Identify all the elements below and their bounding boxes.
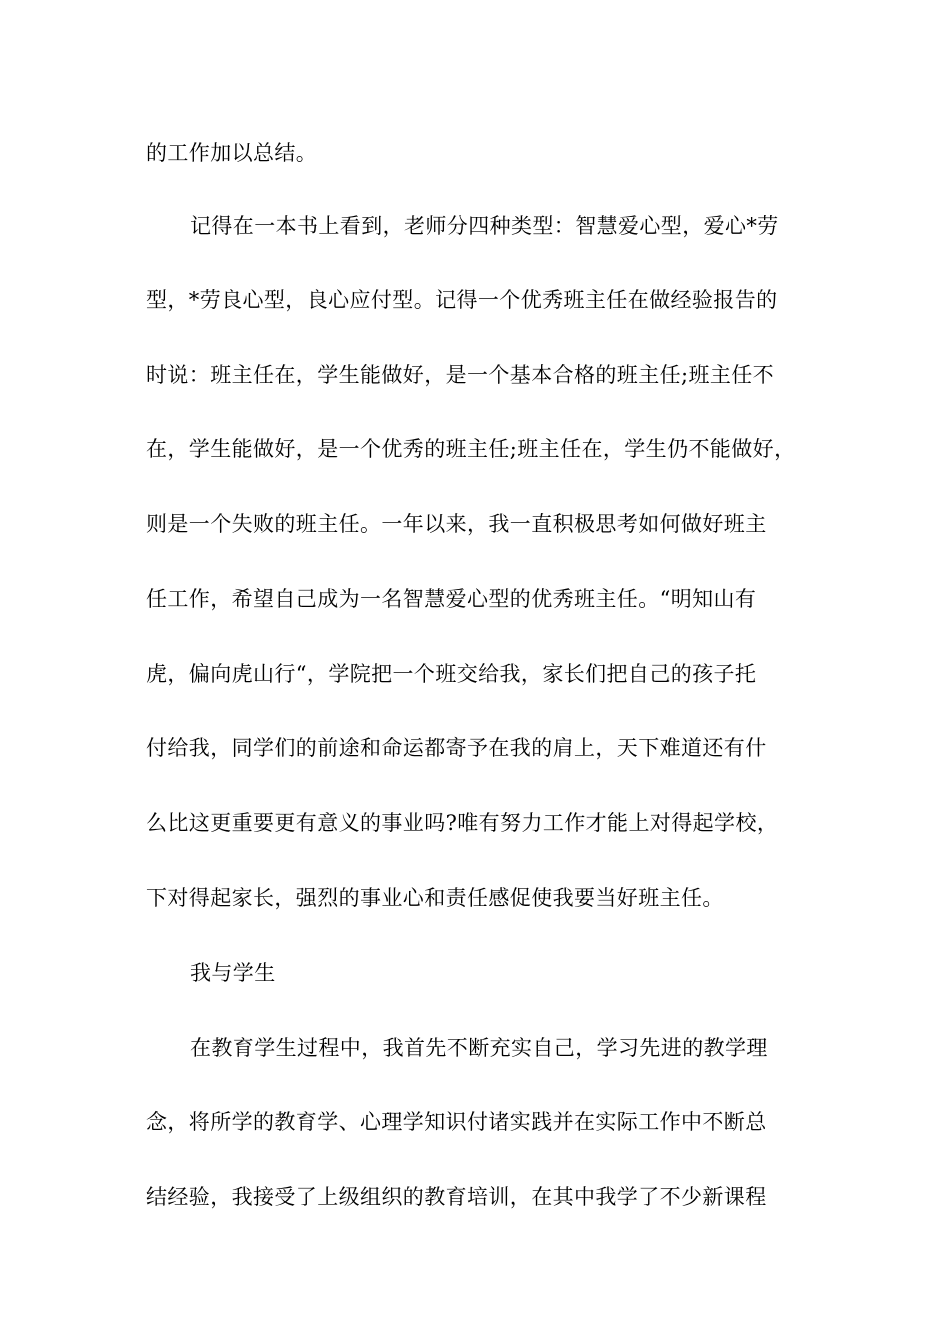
text-line: 虎，偏向虎山行“，学院把一个班交给我，家长们把自己的孩子托 [146, 662, 757, 686]
section-heading: 我与学生 [190, 961, 276, 985]
text-line: 时说：班主任在，学生能做好，是一个基本合格的班主任;班主任不 [146, 363, 775, 387]
text-line: 在，学生能做好，是一个优秀的班主任;班主任在，学生仍不能做好， [146, 437, 796, 461]
text-line: 则是一个失败的班主任。一年以来，我一直积极思考如何做好班主 [146, 512, 767, 536]
text-line: 结经验，我接受了上级组织的教育培训，在其中我学了不少新课程 [146, 1185, 767, 1209]
paragraph-start-line: 记得在一本书上看到，老师分四种类型：智慧爱心型，爱心*劳 [190, 214, 779, 238]
text-line: 任工作，希望自己成为一名智慧爱心型的优秀班主任。“明知山有 [146, 587, 757, 611]
text-line: 么比这更重要更有意义的事业吗?唯有努力工作才能上对得起学校， [146, 811, 779, 835]
text-line: 型，*劳良心型，良心应付型。记得一个优秀班主任在做经验报告的 [146, 288, 778, 312]
paragraph-start-line: 在教育学生过程中，我首先不断充实自己，学习先进的教学理 [190, 1036, 768, 1060]
text-line: 付给我，同学们的前途和命运都寄予在我的肩上，天下难道还有什 [146, 736, 767, 760]
text-line: 念，将所学的教育学、心理学知识付诸实践并在实际工作中不断总 [146, 1110, 767, 1134]
text-line: 下对得起家长，强烈的事业心和责任感促使我要当好班主任。 [146, 886, 724, 910]
text-line: 的工作加以总结。 [146, 141, 318, 165]
